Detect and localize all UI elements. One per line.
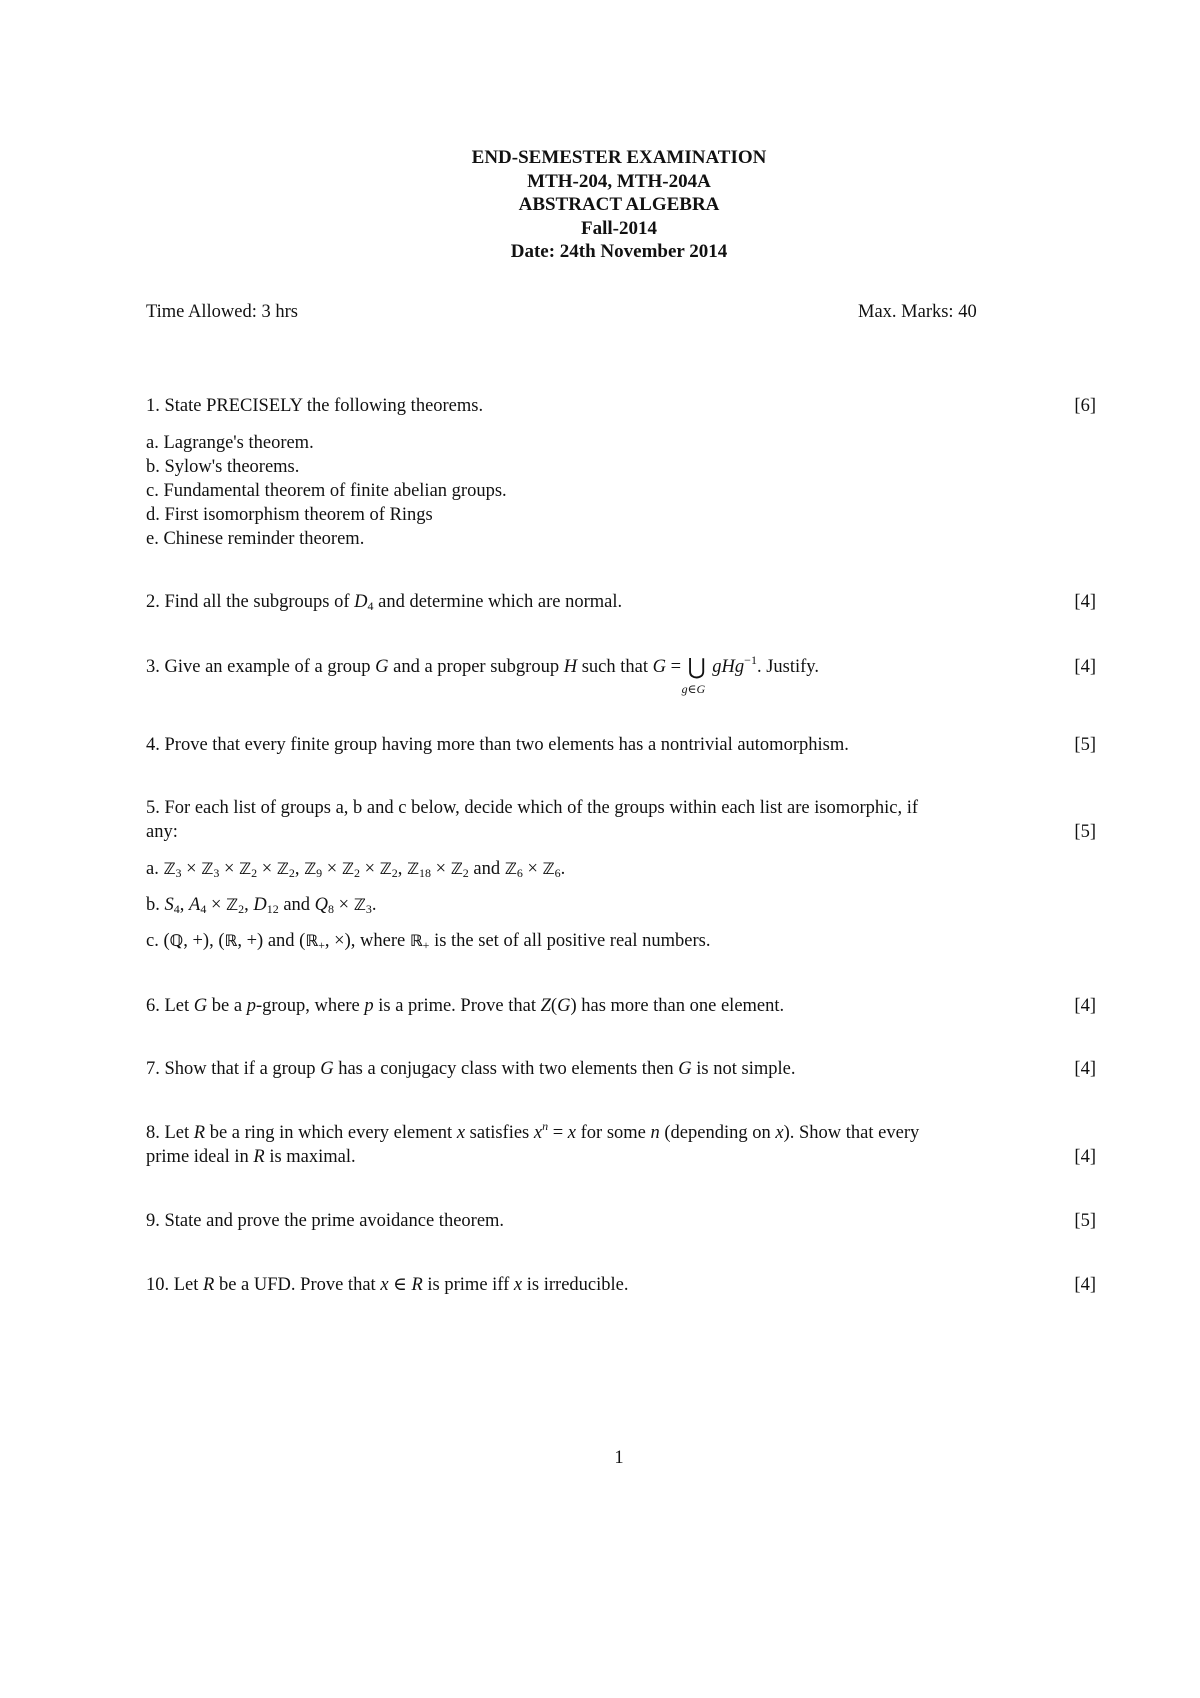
question-3: 3. Give an example of a group G and a proper subgroup H such that G = ⋃ g∈G gHg$^{-1}$. Justify. [4] — [146, 653, 1096, 696]
question-5-marks: [5] — [1074, 822, 1096, 842]
question-7-text-c: is not simple. — [691, 1059, 796, 1079]
list-item: c. Fundamental theorem of finite abelian groups. — [146, 481, 507, 501]
question-7: 7. Show that if a group G has a conjugacy class with two elements then G is not simple. [4] — [146, 1059, 1096, 1079]
question-5-line-1: 5. For each list of groups a, b and c below, decide which of the groups within each list are isomorphic, if — [146, 798, 919, 818]
question-8-text-c: satisfies — [465, 1123, 534, 1143]
question-6-text-c: -group, where — [255, 996, 365, 1016]
question-4-text: 4. Prove that every finite group having more than two elements has a nontrivial automorphism. — [146, 735, 849, 755]
question-8-line-2: prime ideal in R is maximal. [4] — [146, 1147, 1096, 1167]
item-b-label: b. — [146, 895, 165, 915]
question-1 — [146, 394, 1096, 418]
question-9 — [146, 1209, 1096, 1233]
question-8: 8. Let R be a ring in which every element x satisfies $x^n = x$ for some n (depending on x). Show that every prime ideal in R is maximal. [4] — [146, 1119, 1096, 1167]
time-allowed: Time Allowed: 3 hrs — [146, 302, 298, 322]
heading-term: Fall-2014 — [581, 217, 657, 239]
question-5-item-a: a. ℤ$_3$ × ℤ$_3$ × ℤ$_2$ × ℤ$_2$, ℤ$_9$ × ℤ$_2$ × ℤ$_2$, ℤ$_{18}$ × ℤ$_2$ and ℤ$_6$ × ℤ$_6$. — [146, 859, 566, 880]
big-union-symbol: ⋃ g∈G — [681, 654, 706, 696]
question-3-text-d: . Justify. — [756, 657, 819, 677]
question-5 — [146, 796, 1096, 844]
heading-course-code: MTH-204, MTH-204A — [527, 170, 711, 192]
question-5-item-c: c. (ℚ, +), (ℝ, +) and (ℝ$_+$, ×), where ℝ$_+$ is the set of all positive real numbers. — [146, 931, 711, 952]
question-8-text-e: (depending on — [659, 1123, 776, 1143]
question-8-text-f: ). Show that every — [783, 1123, 920, 1143]
question-7-marks: [4] — [1074, 1059, 1096, 1079]
question-10: 10. Let R be a UFD. Prove that x ∈ R is prime iff x is irreducible. [4] — [146, 1275, 1096, 1295]
heading-exam-type: END-SEMESTER EXAMINATION — [471, 147, 767, 168]
question-8-text-a: 8. Let — [146, 1123, 194, 1143]
question-6-text-b: be a — [207, 996, 247, 1016]
question-2: 2. Find all the subgroups of $D_4$ and determine which are normal. [4] — [146, 592, 1096, 613]
question-8-text-b: be a ring in which every element — [205, 1123, 457, 1143]
question-5-line-2-text: any: — [146, 822, 178, 842]
question-8-line-2-a: prime ideal in — [146, 1147, 254, 1167]
question-8-marks: [4] — [1074, 1147, 1096, 1167]
list-item: d. First isomorphism theorem of Rings — [146, 505, 433, 525]
heading-course-title: ABSTRACT ALGEBRA — [518, 194, 720, 215]
item-c-suffix: is the set of all positive real numbers. — [429, 931, 711, 951]
question-6-text-a: 6. Let — [146, 996, 194, 1016]
question-1-text: 1. State PRECISELY the following theorems. — [146, 396, 484, 416]
question-10-text-d: is irreducible. — [522, 1275, 629, 1295]
item-a-label: a. — [146, 859, 164, 879]
question-2-text-a: 2. Find all the subgroups of — [146, 592, 355, 612]
question-10-text-a: 10. Let — [146, 1275, 204, 1295]
question-2-marks: [4] — [1074, 592, 1096, 612]
question-5-item-b: b. $S_4$, $A_4$ × ℤ$_2$, $D_{12}$ and $Q_8$ × ℤ$_3$. — [146, 895, 377, 916]
list-item: a. Lagrange's theorem. — [146, 433, 314, 453]
question-6: 6. Let G be a p-group, where p is a prime. Prove that Z(G) has more than one element. [4] — [146, 996, 1096, 1016]
question-3-marks: [4] — [1074, 657, 1096, 677]
list-item: b. Sylow's theorems. — [146, 457, 300, 477]
question-5-line-2 — [146, 820, 1096, 844]
question-10-marks: [4] — [1074, 1275, 1096, 1295]
question-7-text-a: 7. Show that if a group — [146, 1059, 321, 1079]
exam-heading — [0, 146, 1200, 264]
question-1-items — [146, 431, 507, 551]
heading-date: Date: 24th November 2014 — [510, 241, 728, 262]
question-6-text-e: has more than one element. — [576, 996, 785, 1016]
question-3-text-c: such that — [577, 657, 653, 677]
list-item: e. Chinese reminder theorem. — [146, 529, 365, 549]
question-6-text-d: is a prime. Prove that — [373, 996, 541, 1016]
item-c-label: c. — [146, 931, 164, 951]
question-9-text: 9. State and prove the prime avoidance theorem. — [146, 1211, 505, 1231]
question-8-text-d: for some — [576, 1123, 651, 1143]
max-marks: Max. Marks: 40 — [858, 302, 977, 322]
question-6-marks: [4] — [1074, 996, 1096, 1016]
page-number: 1 — [614, 1448, 624, 1468]
question-10-text-b: be a UFD. Prove that — [214, 1275, 381, 1295]
question-1-marks: [6] — [1074, 396, 1096, 416]
question-4 — [146, 733, 1096, 757]
question-4-marks: [5] — [1074, 735, 1096, 755]
question-3-text-b: and a proper subgroup — [388, 657, 564, 677]
question-8-line-2-b: is maximal. — [264, 1147, 356, 1167]
question-7-text-b: has a conjugacy class with two elements then — [333, 1059, 679, 1079]
question-10-text-c: is prime iff — [422, 1275, 514, 1295]
question-2-text-b: and determine which are normal. — [373, 592, 623, 612]
question-3-text-a: 3. Give an example of a group — [146, 657, 376, 677]
question-9-marks: [5] — [1074, 1211, 1096, 1231]
